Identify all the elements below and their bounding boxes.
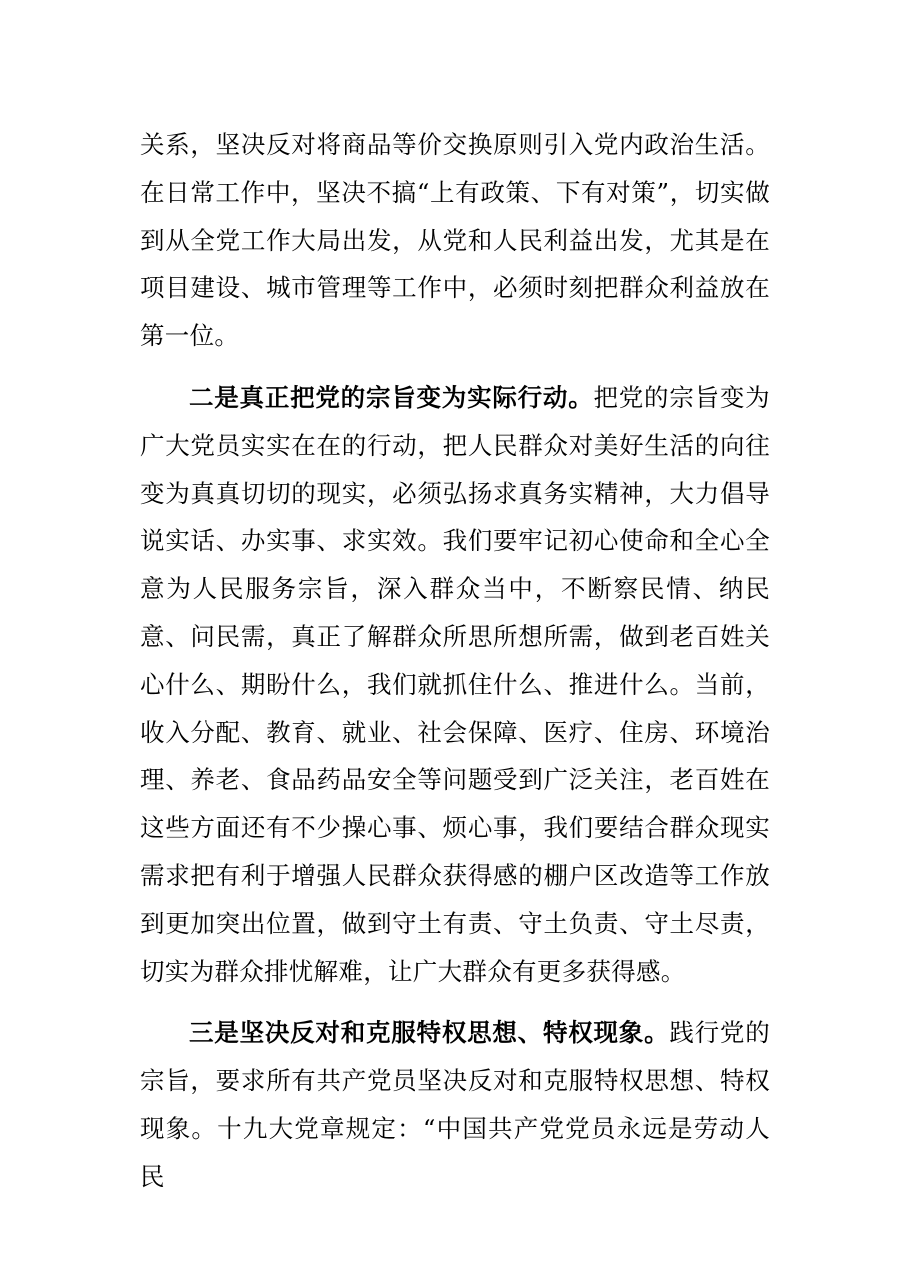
paragraph-text: 践行党的宗旨，要求所有共产党员坚决反对和克服特权思想、特权现象。十九大党章规定：“中国共产党党员永远是劳动人民 bbox=[140, 1018, 771, 1191]
paragraph-point-three bbox=[140, 1009, 770, 1200]
paragraph-continuation bbox=[140, 121, 770, 360]
paragraph-heading: 二是真正把党的宗旨变为实际行动。 bbox=[189, 382, 594, 412]
paragraph-text: 关系，坚决反对将商品等价交换原则引入党内政治生活。在日常工作中，坚决不搞“上有政策、下有对策”，切实做到从全党工作大局出发，从党和人民利益出发，尤其是在项目建设、城市管理等工作中，必须时刻把群众利益放在第一位。 bbox=[140, 130, 770, 351]
paragraph-point-two bbox=[140, 374, 770, 995]
document-page bbox=[140, 121, 770, 1201]
paragraph-text: 把党的宗旨变为广大党员实实在在的行动，把人民群众对美好生活的向往变为真真切切的现实，必须弘扬求真务实精神，大力倡导说实话、办实事、求实效。我们要牢记初心使命和全心全意为人民服务宗旨，深入群众当中，不断察民情、纳民意、问民需，真正了解群众所思所想所需，做到老百姓关心什么、期盼什么，我们就抓住什么、推进什么。当前，收入分配、教育、就业、社会保障、医疗、住房、环境治理、养老、食品药品安全等问题受到广泛关注，老百姓在这些方面还有不少操心事、烦心事，我们要结合群众现实需求把有利于增强人民群众获得感的棚户区改造等工作放到更加突出位置，做到守土有责、守土负责、守土尽责，切实为群众排忧解难，让广大群众有更多获得感。 bbox=[140, 382, 770, 986]
paragraph-heading: 三是坚决反对和克服特权思想、特权现象。 bbox=[189, 1018, 670, 1048]
